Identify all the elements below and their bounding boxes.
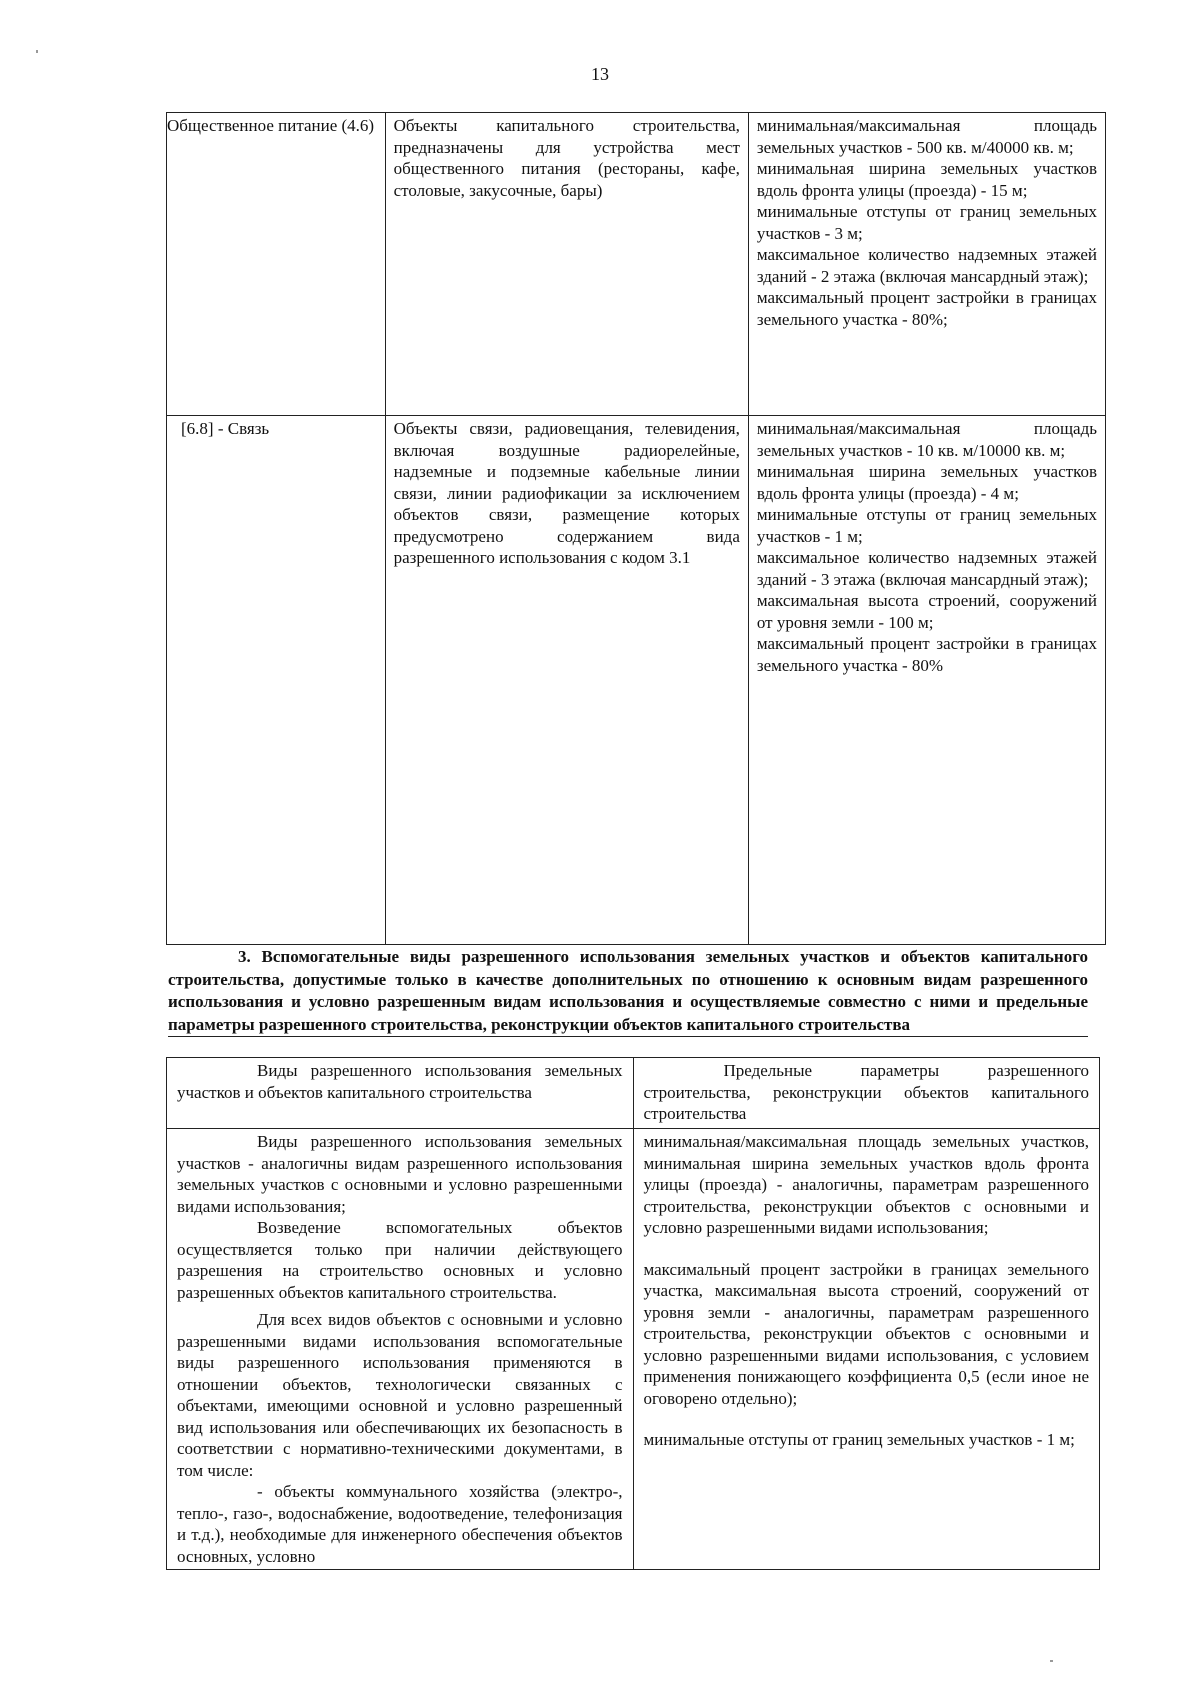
- params-cell: [748, 416, 1105, 945]
- table-header-row: [167, 1058, 1100, 1129]
- param-line: максимальная высота строений, сооружений от уровня земли - 100 м;: [756, 591, 1097, 632]
- param-line: максимальный процент застройки в границах земельного участка - 80%: [756, 634, 1097, 675]
- params-cell: [633, 1129, 1100, 1570]
- param-line: минимальная/максимальная площадь земельных участков - 10 кв. м/10000 кв. м;: [756, 419, 1097, 460]
- scan-dot: [1050, 1660, 1053, 1662]
- table-row: [167, 113, 1106, 416]
- section-heading: [168, 946, 1088, 1037]
- scan-dot: [36, 50, 38, 53]
- paragraph: Возведение вспомогательных объектов осуществляется только при наличии действующего разрешения на строительство основных и условно разрешенных объектов капитального строительства.: [177, 1218, 623, 1302]
- param-line: максимальное количество надземных этажей зданий - 3 этажа (включая мансардный этаж);: [756, 548, 1097, 589]
- paragraph: минимальная/максимальная площадь земельных участков, минимальная ширина земельных участков вдоль фронта улицы (проезда) - аналогичны, параметрам разрешенного строительства, реконструкции объектов с основными и условно разрешенными видами использования;: [643, 1132, 1089, 1237]
- params-cell: [748, 113, 1105, 416]
- description-cell: Объекты связи, радиовещания, телевидения, включая воздушные радиорелейные, надземные и подземные кабельные линии связи, линии радиофикации за исключением объектов связи, размещение которых предусмотрено содержанием вида разрешенного использования с кодом 3.1: [385, 416, 748, 945]
- column-header-params: Предельные параметры разрешенного строительства, реконструкции объектов капитального строительства: [633, 1058, 1100, 1129]
- table-row: [167, 1129, 1100, 1570]
- param-line: максимальное количество надземных этажей зданий - 2 этажа (включая мансардный этаж);: [756, 245, 1097, 286]
- param-line: минимальная ширина земельных участков вдоль фронта улицы (проезда) - 15 м;: [756, 159, 1097, 200]
- land-use-table: [166, 112, 1106, 945]
- param-line: минимальная/максимальная площадь земельных участков - 500 кв. м/40000 кв. м;: [756, 116, 1097, 157]
- param-line: минимальные отступы от границ земельных участков - 3 м;: [756, 202, 1097, 243]
- paragraph: Для всех видов объектов с основными и условно разрешенными видами использования вспомогательные виды разрешенного использования применяются в отношении объектов, технологически связанных с объектами, имеющими основной и условно разрешенный вид использования или обеспечивающих их безопасность в соответствии с нормативно-техническими документами, в том числе:: [177, 1310, 623, 1480]
- description-cell: Объекты капитального строительства, предназначены для устройства мест общественного питания (рестораны, кафе, столовые, закусочные, бары): [385, 113, 748, 416]
- paragraph: максимальный процент застройки в границах земельного участка, максимальная высота строений, сооружений от уровня земли - аналогичны, параметрам разрешенного строительства, реконструкции объектов с основными и условно разрешенными видами использования, с условием применения понижающего коэффициента 0,5 (если иное не оговорено отдельно);: [643, 1259, 1089, 1408]
- paragraph: Виды разрешенного использования земельных участков - аналогичны видам разрешенного использования земельных участков с основными и условно разрешенными видами использования;: [177, 1132, 623, 1216]
- param-line: минимальные отступы от границ земельных участков - 1 м;: [756, 505, 1097, 546]
- paragraph: - объекты коммунального хозяйства (электро-, тепло-, газо-, водоснабжение, водоотведение, телефонизация и т.д.), необходимые для инженерного обеспечения объектов основных, условно: [177, 1482, 623, 1566]
- column-header-uses: Виды разрешенного использования земельных участков и объектов капитального строительства: [167, 1058, 634, 1129]
- param-line: минимальная ширина земельных участков вдоль фронта улицы (проезда) - 4 м;: [756, 462, 1097, 503]
- use-type-cell: [6.8] - Связь: [167, 416, 386, 945]
- page-number: 13: [591, 64, 609, 84]
- use-type-cell: Общественное питание (4.6): [167, 113, 386, 416]
- uses-cell: [167, 1129, 634, 1570]
- auxiliary-uses-table: [166, 1057, 1100, 1570]
- paragraph: минимальные отступы от границ земельных участков - 1 м;: [643, 1430, 1075, 1449]
- param-line: максимальный процент застройки в границах земельного участка - 80%;: [756, 288, 1097, 329]
- table-row: [167, 416, 1106, 945]
- section-heading-text: 3. Вспомогательные виды разрешенного использования земельных участков и объектов капитального строительства, допустимые только в качестве дополнительных по отношению к основным видам разрешенного использования и условно разрешенным видам использования и осуществляемые совместно с ними и предельные параметры разрешенного строительства, реконструкции объектов капитального строительства: [168, 947, 1088, 1034]
